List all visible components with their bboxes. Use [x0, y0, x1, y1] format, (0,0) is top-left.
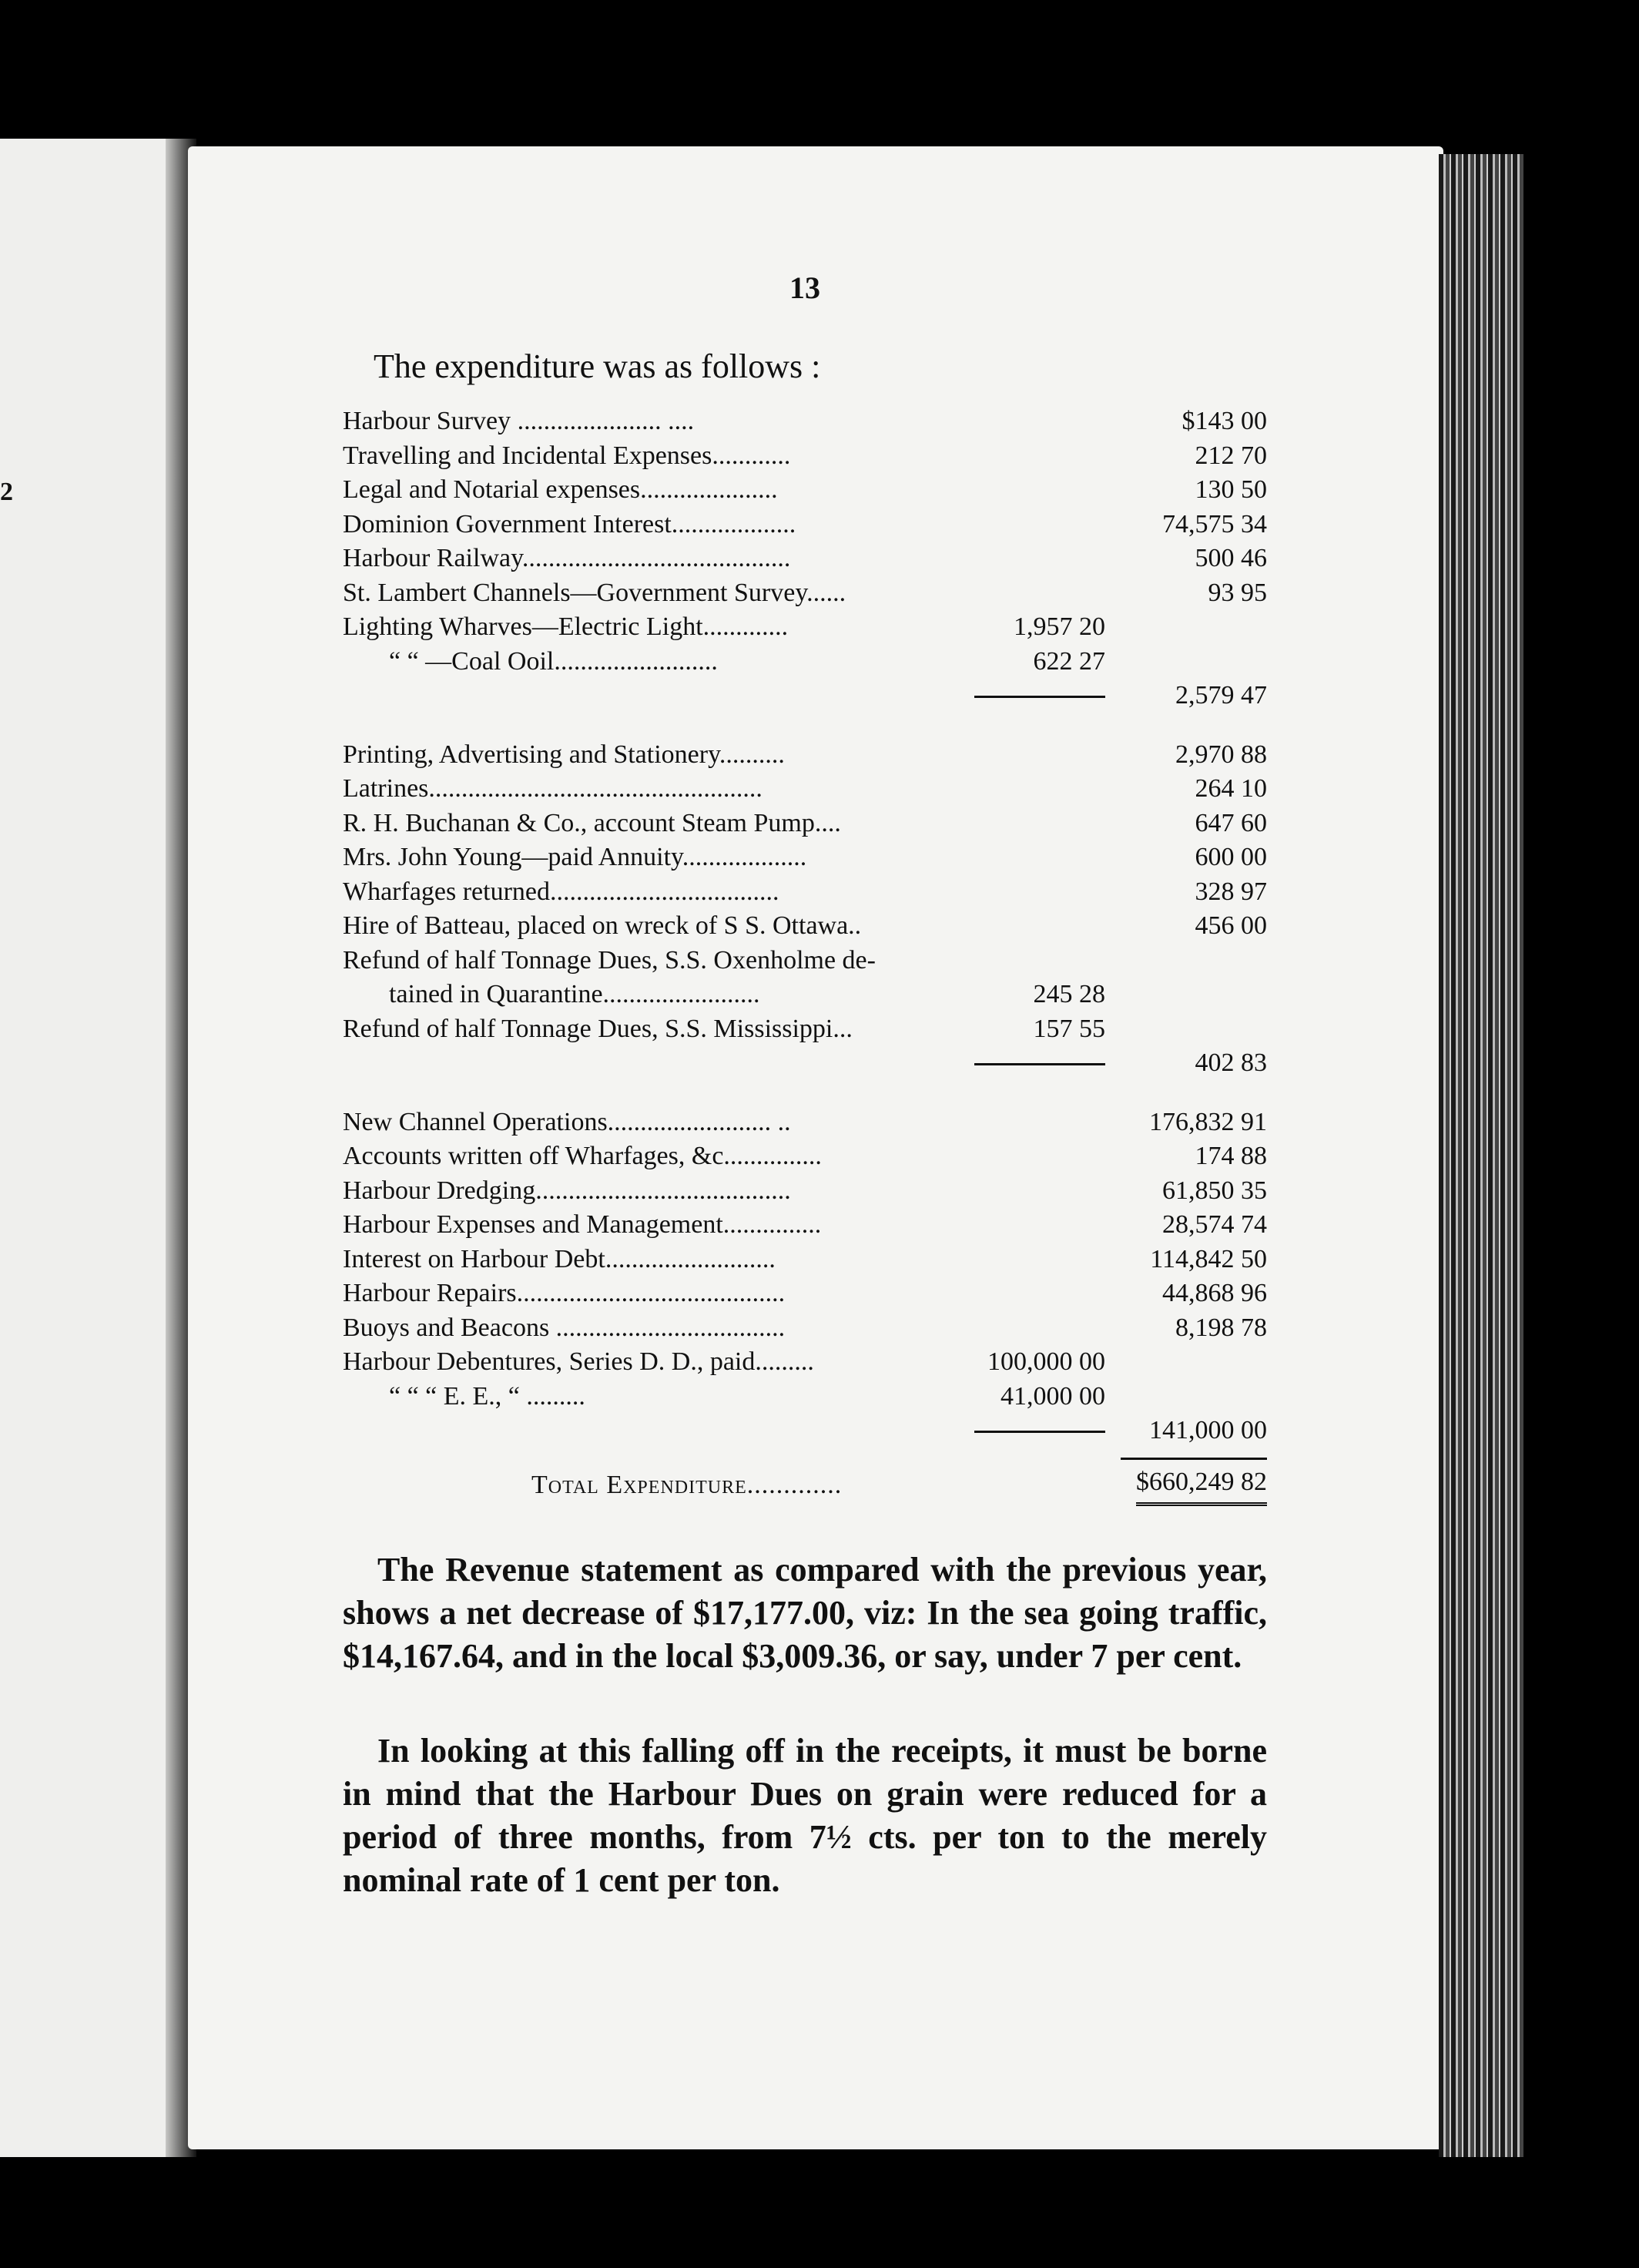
subtotal-rule: [974, 1063, 1105, 1065]
row-amount: 2,579 47: [1175, 681, 1267, 710]
table-row: [343, 978, 1267, 1012]
row-label: Harbour Debentures, Series D. D., paid.........: [343, 1347, 814, 1376]
subtotal-row: [343, 1046, 1267, 1081]
row-amount: 8,198 78: [1175, 1313, 1267, 1342]
row-label: Dominion Government Interest...................: [343, 509, 796, 538]
row-subtotal-item: 157 55: [1033, 1014, 1105, 1043]
row-label: Refund of half Tonnage Dues, S.S. Mississippi...: [343, 1014, 853, 1043]
row-amount: 328 97: [1195, 877, 1267, 906]
expenditure-table: [343, 404, 1267, 1508]
row-subtotal-item: 100,000 00: [987, 1347, 1105, 1376]
row-label: Harbour Railway.........................................: [343, 544, 791, 572]
table-row: [343, 840, 1267, 875]
table-row: [343, 1105, 1267, 1140]
subtotal-rule: [974, 1431, 1105, 1433]
table-row: [343, 944, 1267, 978]
expenditure-heading: The expenditure was as follows :: [374, 347, 821, 385]
row-label: Hire of Batteau, placed on wreck of S S. Ottawa..: [343, 911, 862, 940]
row-amount: 74,575 34: [1162, 509, 1267, 538]
row-amount: 2,970 88: [1175, 740, 1267, 769]
row-label: Legal and Notarial expenses.....................: [343, 475, 778, 504]
row-label: St. Lambert Channels—Government Survey......: [343, 578, 846, 607]
table-row: [343, 1345, 1267, 1380]
row-label: R. H. Buchanan & Co., account Steam Pump....: [343, 808, 841, 837]
row-label: Travelling and Incidental Expenses............: [343, 441, 791, 470]
row-label: Lighting Wharves—Electric Light.............: [343, 612, 789, 641]
table-row: [343, 1380, 1267, 1414]
table-row: [343, 1311, 1267, 1346]
row-subtotal-item: 622 27: [1033, 646, 1105, 676]
row-amount: 114,842 50: [1150, 1244, 1267, 1273]
page-edges: [1439, 154, 1523, 2157]
table-row: [343, 772, 1267, 807]
row-amount: 500 46: [1195, 544, 1267, 572]
row-label: Buoys and Beacons ...................................: [343, 1313, 786, 1342]
subtotal-row: [343, 1414, 1267, 1448]
table-row: [343, 1139, 1267, 1174]
table-row: [343, 576, 1267, 611]
subtotal-rule: [974, 696, 1105, 698]
row-amount: 130 50: [1195, 475, 1267, 504]
row-amount: 212 70: [1195, 441, 1267, 470]
table-row: [343, 909, 1267, 944]
row-label: “ “ —Coal Ooil.........................: [389, 646, 718, 676]
table-row: [343, 542, 1267, 576]
table-row: [343, 738, 1267, 773]
row-amount: 264 10: [1195, 774, 1267, 803]
facing-page: [0, 139, 179, 2157]
table-row: [343, 1012, 1267, 1047]
row-amount: 44,868 96: [1162, 1279, 1267, 1307]
table-row: [343, 1174, 1267, 1209]
table-row: [343, 1208, 1267, 1243]
row-label: tained in Quarantine........................: [389, 980, 760, 1008]
row-label: Refund of half Tonnage Dues, S.S. Oxenholme de-: [343, 945, 876, 975]
row-subtotal-item: 41,000 00: [1000, 1381, 1105, 1411]
row-amount: 600 00: [1195, 843, 1267, 871]
row-amount: 28,574 74: [1162, 1210, 1267, 1239]
row-label: Harbour Expenses and Management...............: [343, 1210, 822, 1239]
row-amount: 402 83: [1195, 1048, 1267, 1077]
row-amount: $143 00: [1181, 407, 1267, 435]
table-row: [343, 807, 1267, 841]
row-amount: 456 00: [1195, 911, 1267, 940]
row-amount: 176,832 91: [1149, 1107, 1267, 1136]
table-row: [343, 1243, 1267, 1277]
row-label: Wharfages returned...................................: [343, 877, 779, 906]
subtotal-row: [343, 679, 1267, 713]
total-expenditure-row: [343, 1462, 1267, 1508]
table-row: [343, 508, 1267, 542]
row-label: Harbour Repairs.........................................: [343, 1279, 786, 1307]
row-amount: 174 88: [1195, 1142, 1267, 1170]
row-amount: 61,850 35: [1162, 1176, 1267, 1205]
row-subtotal-item: 1,957 20: [1014, 612, 1105, 641]
row-label: Harbour Dredging.......................................: [343, 1176, 791, 1205]
total-label: Total Expenditure.............: [531, 1470, 843, 1499]
table-row: [343, 439, 1267, 474]
table-row: [343, 404, 1267, 439]
table-row: [343, 1277, 1267, 1311]
table-row: [343, 875, 1267, 910]
row-label: Latrines...................................................: [343, 774, 763, 803]
row-label: “ “ “ E. E., “ .........: [389, 1381, 585, 1411]
total-rule: [1121, 1458, 1267, 1460]
table-row: [343, 473, 1267, 508]
row-label: New Channel Operations......................... ..: [343, 1107, 791, 1136]
row-label: Interest on Harbour Debt..........................: [343, 1244, 776, 1273]
table-row: [343, 645, 1267, 679]
row-label: Accounts written off Wharfages, &c...............: [343, 1142, 822, 1170]
revenue-paragraph: The Revenue statement as compared with the previous year, shows a net decrease of $17,177.00, viz: In the sea going traffic, $14,167.64, and in the local $3,009.36, or say, under 7 per cent.: [343, 1551, 1267, 1675]
row-label: Harbour Survey ...................... ....: [343, 407, 695, 435]
total-amount: $660,249 82: [1136, 1462, 1267, 1506]
row-label: Mrs. John Young—paid Annuity...................: [343, 843, 807, 871]
row-amount: 93 95: [1208, 578, 1267, 607]
row-amount: 647 60: [1195, 808, 1267, 837]
table-row: [343, 610, 1267, 645]
row-amount: 141,000 00: [1149, 1416, 1267, 1444]
facing-page-number: 2: [0, 478, 13, 506]
receipts-paragraph: In looking at this falling off in the receipts, it must be borne in mind that the Harbour Dues on grain were reduced for a period of three months, from 7½ cts. per ton to the merely nominal rate of 1 cent per ton.: [343, 1732, 1267, 1899]
row-subtotal-item: 245 28: [1033, 980, 1105, 1008]
row-label: Printing, Advertising and Stationery..........: [343, 740, 785, 769]
page-number: 13: [789, 270, 820, 305]
